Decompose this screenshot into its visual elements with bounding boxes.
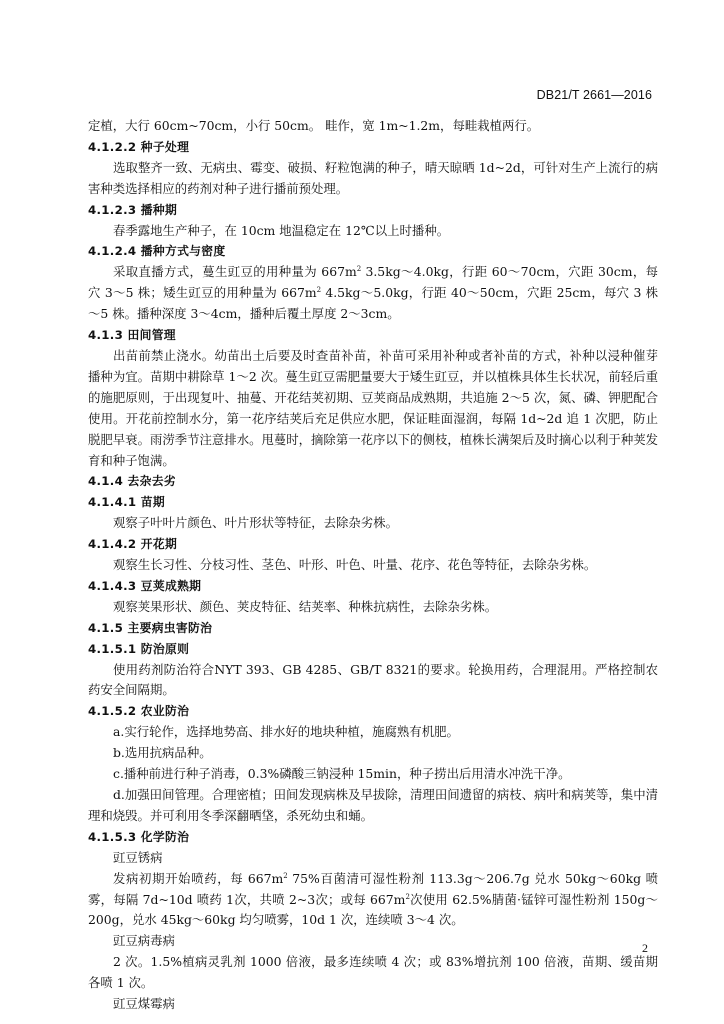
list-item-agri-d: d.加强田间管理。合理密植；田间发现病株及早拔除，清理田间遗留的病枝、病叶和病荚等，集中清理和烧毁。并可利用冬季深翻晒垡，杀死幼虫和蛹。	[88, 787, 658, 823]
paragraph-control-principles: 使用药剂防治符合NYT 393、GB 4285、GB/T 8321的要求。轮换用药，合理混用。严格控制农药安全间隔期。	[88, 661, 658, 698]
superscript: 2	[356, 265, 362, 274]
paragraph-seedling-stage: 观察子叶叶片颜色、叶片形状等特征，去除杂劣株。	[113, 515, 398, 531]
paragraph-pod-maturity: 观察荚果形状、颜色、荚皮特征、结荚率、种株抗病性，去除杂劣株。	[113, 598, 498, 614]
heading-4-1-5-1: 4.1.5.1 防治原则	[88, 641, 190, 656]
document-body	[88, 116, 658, 1015]
heading-4-1-3: 4.1.3 田间管理	[88, 328, 176, 343]
text-fragment: 发病初期开始喷药，每 667m	[113, 870, 284, 886]
page-number: 2	[642, 941, 648, 955]
superscript: 2	[405, 892, 410, 901]
heading-4-1-4: 4.1.4 去杂去劣	[88, 474, 176, 489]
heading-4-1-2-3: 4.1.2.3 播种期	[88, 202, 178, 217]
paragraph-planting-spacing: 定植，大行 60cm~70cm，小行 50cm。 畦作，宽 1m~1.2m，每畦栽植两行。	[88, 118, 540, 133]
subheading-sooty-mold: 豇豆煤霉病	[113, 996, 175, 1012]
paragraph-field-management: 出苗前禁止浇水。幼苗出土后要及时查苗补苗，补苗可采用补种或者补苗的方式，补种以浸种催芽播种为宜。苗期中耕除草 1～2 次。蔓生豇豆需肥量要大于矮生豇豆，并以植株具体生长状况，前轻后重的施肥原则，于出现复叶、抽蔓、开花结荚初期、豆荚商品成熟期，共追施 2～5 次，氮、磷、钾肥配合使用。开花前控制水分，第一花序结荚后充足供应水肥，保证畦面湿润，每隔 1d~2d 追 1 次肥，防止脱肥早衰。雨涝季节注意排水。甩蔓时，摘除第一花序以下的侧枝，植株长满架后及时摘心以利于种荚发育和种子饱满。	[88, 347, 658, 468]
subheading-virus: 豇豆病毒病	[113, 933, 175, 949]
heading-4-1-2-2: 4.1.2.2 种子处理	[88, 139, 190, 154]
paragraph-rust-control	[88, 869, 658, 932]
standard-code: DB21/T 2661—2016	[536, 88, 652, 102]
list-item-agri-b: b.选用抗病品种。	[113, 745, 212, 761]
superscript: 2	[283, 871, 288, 880]
text-fragment: 次使用 62.5%腈菌·锰锌可湿性粉剂 150g～200g，兑水 45kg～60kg 均匀喷雾，10d 1 次，连续喷 3～4 次。	[88, 891, 658, 928]
paragraph-sowing-period: 春季露地生产种子，在 10cm 地温稳定在 12℃以上时播种。	[113, 222, 450, 238]
paragraph-virus-control: 2 次。1.5%植病灵乳剂 1000 倍液，最多连续喷 4 次；或 83%增抗剂 100 倍液，苗期、缓苗期各喷 1 次。	[88, 954, 658, 991]
superscript: 2	[316, 286, 322, 295]
text-fragment: 采取直播方式，蔓生豇豆的用种量为 667m	[113, 264, 357, 280]
paragraph-seed-treatment: 选取整齐一致、无病虫、霉变、破损、籽粒饱满的种子，晴天晾晒 1d~2d，可针对生产上流行的病害种类选择相应的药剂对种子进行播前预处理。	[88, 159, 658, 196]
list-item-agri-c: c.播种前进行种子消毒，0.3%磷酸三钠浸种 15min，种子捞出后用清水冲洗干净。	[113, 766, 571, 782]
heading-4-1-2-4: 4.1.2.4 播种方式与密度	[88, 244, 226, 259]
paragraph-sowing-density	[88, 262, 658, 325]
list-item-agri-a: a.实行轮作，选择地势高、排水好的地块种植，施腐熟有机肥。	[113, 724, 459, 740]
heading-4-1-4-3: 4.1.4.3 豆荚成熟期	[88, 578, 202, 593]
heading-4-1-4-1: 4.1.4.1 苗期	[88, 495, 165, 510]
text-fragment: 4.5kg～5.0kg，行距 40～50cm，穴距 25cm，每穴 3 株～5 株。播种深度 3～4cm，播种后覆土厚度 2～3cm。	[88, 285, 658, 322]
text-fragment: 75%百菌清可湿性粉剂 113.3g～206.7g 兑水 50kg～60kg 喷雾，每隔 7d~10d 喷药 1次，共喷 2~3次；或每 667m	[88, 870, 658, 907]
heading-4-1-4-2: 4.1.4.2 开花期	[88, 537, 178, 552]
heading-4-1-5-3: 4.1.5.3 化学防治	[88, 829, 190, 844]
heading-4-1-5-2: 4.1.5.2 农业防治	[88, 704, 190, 719]
heading-4-1-5: 4.1.5 主要病虫害防治	[88, 620, 213, 635]
text-fragment: 3.5kg～4.0kg，行距 60～70cm，穴距 30cm，每穴 3～5 株；矮生豇豆的用种量为 667m	[88, 264, 658, 301]
subheading-rust: 豇豆锈病	[113, 849, 163, 865]
paragraph-flowering-stage: 观察生长习性、分枝习性、茎色、叶形、叶色、叶量、花序、花色等特征，去除杂劣株。	[113, 557, 597, 573]
